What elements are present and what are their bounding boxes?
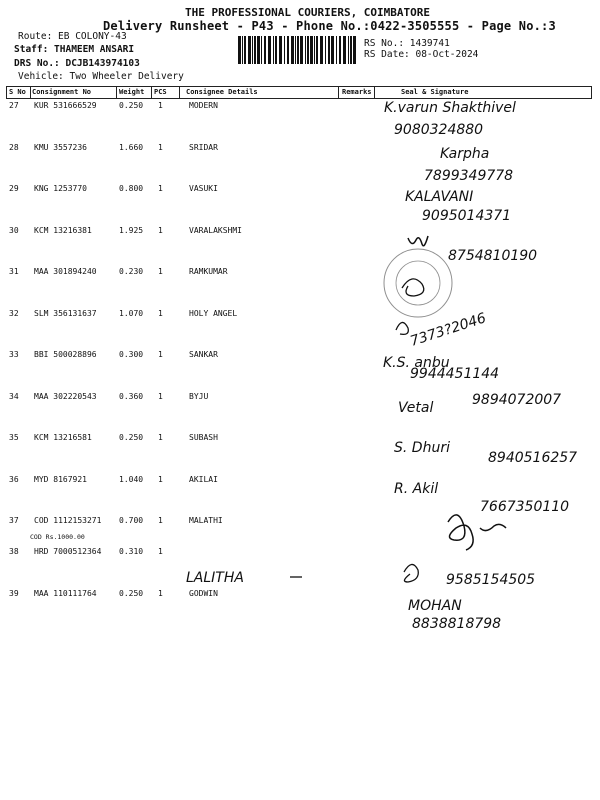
signature-scribble xyxy=(404,564,418,582)
barcode-bar xyxy=(275,36,277,64)
col-consignment: Consignment No xyxy=(32,88,92,96)
barcode-bar xyxy=(348,36,349,64)
rs-number: RS No.: 1439741 xyxy=(364,38,450,49)
barcode-bar xyxy=(307,36,309,64)
handwritten-text: 7667350110 xyxy=(480,499,570,515)
table-header xyxy=(6,86,592,99)
barcode-bar xyxy=(273,36,274,64)
signature-scribble xyxy=(448,515,506,550)
signature-scribble xyxy=(408,236,428,246)
barcode-bar xyxy=(343,36,346,64)
barcode-bar xyxy=(339,36,341,64)
barcode-bar xyxy=(314,36,315,64)
barcode-bar xyxy=(310,36,313,64)
barcode-bar xyxy=(300,36,303,64)
barcode-bar xyxy=(268,36,271,64)
barcode-bar xyxy=(254,36,256,64)
signature-scribble xyxy=(402,279,424,296)
barcode-bar xyxy=(244,36,246,64)
handwritten-text: 9095014371 xyxy=(422,208,512,224)
rs-date: RS Date: 08-Oct-2024 xyxy=(364,49,479,60)
document-title: THE PROFESSIONAL COURIERS, COIMBATORE xyxy=(185,6,431,19)
barcode-bar xyxy=(238,36,241,64)
handwritten-text: Karpha xyxy=(440,146,490,162)
runsheet-subtitle: Delivery Runsheet - P43 - Phone No.:0422-3505555 - Page No.:3 xyxy=(103,19,556,33)
handwritten-text: KALAVANI xyxy=(405,189,474,205)
handwritten-text: 8754810190 xyxy=(448,248,538,264)
handwritten-text: 8940516257 xyxy=(488,450,578,466)
handwritten-text: MOHAN xyxy=(408,598,462,614)
barcode-bar xyxy=(252,36,253,64)
barcode-bar xyxy=(287,36,289,64)
vehicle-label: Vehicle: Two Wheeler Delivery xyxy=(18,71,184,82)
barcode-bar xyxy=(305,36,306,64)
handwritten-text: 7373?2046 xyxy=(408,310,489,350)
barcode-bar xyxy=(279,36,282,64)
company-seal-inner xyxy=(396,261,440,305)
handwritten-text: 9944451144 xyxy=(410,366,500,382)
handwritten-text: 7899349778 xyxy=(424,168,514,184)
handwritten-text: Vetal xyxy=(398,400,434,416)
barcode-bar xyxy=(284,36,285,64)
barcode-bar xyxy=(297,36,299,64)
route-label: Route: EB COLONY-43 xyxy=(18,31,127,42)
barcode-bar xyxy=(242,36,243,64)
barcode-bar xyxy=(264,36,266,64)
barcode-bar xyxy=(295,36,296,64)
company-seal xyxy=(384,249,452,317)
handwritten-text: 9585154505 xyxy=(446,572,536,588)
drs-number: DRS No.: DCJB143974103 xyxy=(14,58,140,69)
handwritten-text: 9080324880 xyxy=(394,122,484,138)
barcode-bar xyxy=(325,36,326,64)
barcode-bar xyxy=(336,36,337,64)
barcode-bar xyxy=(291,36,294,64)
barcode-bar xyxy=(331,36,334,64)
handwritten-text: K.S. anbu xyxy=(383,355,450,371)
barcode-bar xyxy=(248,36,251,64)
barcode-bar xyxy=(316,36,318,64)
col-pcs: PCS xyxy=(154,88,167,96)
handwritten-text: S. Dhuri xyxy=(394,440,450,456)
col-sno: S No xyxy=(9,88,26,96)
handwritten-text: R. Akil xyxy=(394,481,439,497)
staff-label: Staff: THAMEEM ANSARI xyxy=(14,44,135,55)
barcode-image xyxy=(238,36,356,64)
barcode-bar xyxy=(261,36,262,64)
handwritten-text: K.varun Shakthivel xyxy=(384,100,516,116)
barcode-bar xyxy=(350,36,352,64)
signature-scribble xyxy=(396,322,408,334)
handwritten-text: 8838818798 xyxy=(412,616,502,632)
cod-amount-note: COD Rs.1000.00 xyxy=(30,533,85,541)
col-weight: Weight xyxy=(119,88,145,96)
col-consignee: Consignee Details xyxy=(186,88,258,96)
handwritten-text: 9894072007 xyxy=(472,392,562,408)
barcode-bar xyxy=(257,36,260,64)
handwritten-text: LALITHA xyxy=(186,570,244,586)
barcode-bar xyxy=(328,36,330,64)
barcode-bar xyxy=(320,36,323,64)
col-seal-signature: Seal & Signature xyxy=(401,88,469,96)
col-remarks: Remarks xyxy=(342,88,372,96)
barcode-bar xyxy=(353,36,356,64)
